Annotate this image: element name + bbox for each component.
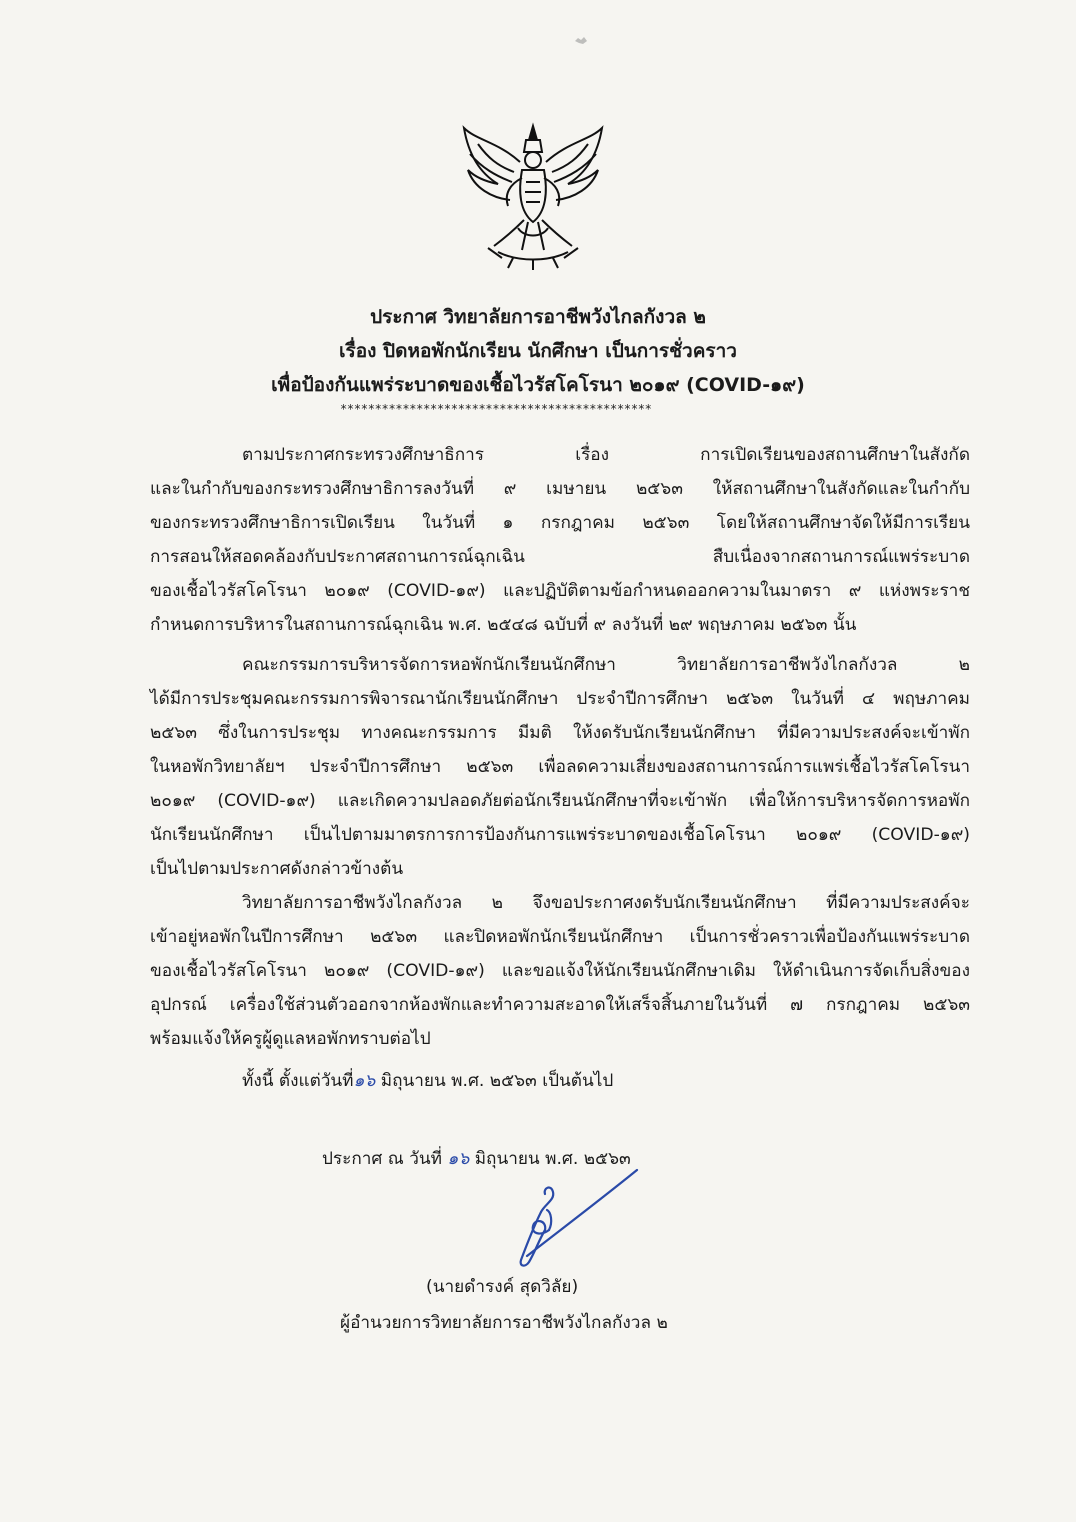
separator-line: ********************************************* <box>340 402 652 416</box>
paragraph-line: นักเรียนนักศึกษา เป็นไปตามมาตรการการป้องกันการแพร่ระบาดของเชื้อโคโรนา ๒๐๑๙ (COVID-๑๙) <box>150 825 970 845</box>
effective-day: ๑๖ <box>353 1071 376 1091</box>
paragraph-line: ของเชื้อไวรัสโคโรนา ๒๐๑๙ (COVID-๑๙) และปฏิบัติตามข้อกำหนดออกความในมาตรา ๙ แห่งพระราช <box>150 581 970 601</box>
paper-speck <box>574 36 588 46</box>
heading-line-3: เพื่อป้องกันแพร่ระบาดของเชื้อไวรัสโคโรนา ๒๐๑๙ (COVID-๑๙) <box>271 374 805 396</box>
paragraph-line: ๒๕๖๓ ซึ่งในการประชุม ทางคณะกรรมการ มีมติ ให้งดรับนักเรียนนักศึกษา ที่มีความประสงค์จะเข้าพัก <box>150 723 970 743</box>
paragraph-line: ตามประกาศกระทรวงศึกษาธิการ เรื่อง การเปิดเรียนของสถานศึกษาในสังกัด <box>242 445 970 465</box>
paragraph-1 <box>150 438 970 642</box>
effective-suffix: มิถุนายน พ.ศ. ๒๕๖๓ เป็นต้นไป <box>375 1071 614 1091</box>
paragraph-3 <box>150 886 970 1056</box>
paragraph-line: อุปกรณ์ เครื่องใช้ส่วนตัวออกจากห้องพักและทำความสะอาดให้เสร็จสิ้นภายในวันที่ ๗ กรกฎาคม ๒๕๖๓ <box>150 995 970 1015</box>
paragraph-line: และในกำกับของกระทรวงศึกษาธิการลงวันที่ ๙ เมษายน ๒๕๖๓ ให้สถานศึกษาในสังกัดและในกำกับ <box>150 479 970 499</box>
paragraph-line: ๒๐๑๙ (COVID-๑๙) และเกิดความปลอดภัยต่อนักเรียนนักศึกษาที่จะเข้าพัก เพื่อให้การบริหารจัดการหอพัก <box>150 791 970 811</box>
paragraph-line: เข้าอยู่หอพักในปีการศึกษา ๒๕๖๓ และปิดหอพักนักเรียนนักศึกษา เป็นการชั่วคราวเพื่อป้องกันแพร่ระบาด <box>150 927 970 947</box>
announcement-day: ๑๖ <box>447 1149 470 1169</box>
garuda-emblem-icon <box>458 122 608 272</box>
announcement-suffix: มิถุนายน พ.ศ. ๒๕๖๓ <box>469 1149 631 1169</box>
effective-prefix: ทั้งนี้ ตั้งแต่วันที่ <box>242 1071 354 1091</box>
paragraph-line: คณะกรรมการบริหารจัดการหอพักนักเรียนนักศึกษา วิทยาลัยการอาชีพวังไกลกังวล ๒ <box>242 655 970 675</box>
paragraph-line: วิทยาลัยการอาชีพวังไกลกังวล ๒ จึงขอประกาศงดรับนักเรียนนักศึกษา ที่มีความประสงค์จะ <box>242 893 970 913</box>
handwritten-signature <box>505 1164 645 1274</box>
heading-line-2: เรื่อง ปิดหอพักนักเรียน นักศึกษา เป็นการชั่วคราว <box>339 340 737 362</box>
signer-title: ผู้อำนวยการวิทยาลัยการอาชีพวังไกลกังวล ๒ <box>340 1313 668 1333</box>
paragraph-line: ของกระทรวงศึกษาธิการเปิดเรียน ในวันที่ ๑ กรกฎาคม ๒๕๖๓ โดยให้สถานศึกษาจัดให้มีการเรียน <box>150 513 970 533</box>
heading-line-1: ประกาศ วิทยาลัยการอาชีพวังไกลกังวล ๒ <box>370 306 706 328</box>
announcement-heading <box>160 300 916 402</box>
paragraph-2 <box>150 648 970 886</box>
paragraph-line: เป็นไปตามประกาศดังกล่าวข้างต้น <box>150 859 404 879</box>
announcement-prefix: ประกาศ ณ วันที่ <box>322 1149 448 1169</box>
paragraph-line: ได้มีการประชุมคณะกรรมการพิจารณานักเรียนนักศึกษา ประจำปีการศึกษา ๒๕๖๓ ในวันที่ ๔ พฤษภาคม <box>150 689 970 709</box>
signer-name: (นายดำรงค์ สุดวิลัย) <box>426 1277 579 1297</box>
paragraph-line: ของเชื้อไวรัสโคโรนา ๒๐๑๙ (COVID-๑๙) และขอแจ้งให้นักเรียนนักศึกษาเดิม ให้ดำเนินการจัดเก็บสิ่งของ <box>150 961 970 981</box>
paragraph-line: พร้อมแจ้งให้ครูผู้ดูแลหอพักทราบต่อไป <box>150 1029 431 1049</box>
paragraph-line: กำหนดการบริหารในสถานการณ์ฉุกเฉิน พ.ศ. ๒๕๔๘ ฉบับที่ ๙ ลงวันที่ ๒๙ พฤษภาคม ๒๕๖๓ นั้น <box>150 615 857 635</box>
paragraph-line: ในหอพักวิทยาลัยฯ ประจำปีการศึกษา ๒๕๖๓ เพื่อลดความเสี่ยงของสถานการณ์การแพร่เชื้อไวรัสโคโรนา <box>150 757 970 777</box>
paragraph-line: การสอนให้สอดคล้องกับประกาศสถานการณ์ฉุกเฉิน สืบเนื่องจากสถานการณ์แพร่ระบาด <box>150 547 970 567</box>
effective-date <box>242 1066 613 1094</box>
